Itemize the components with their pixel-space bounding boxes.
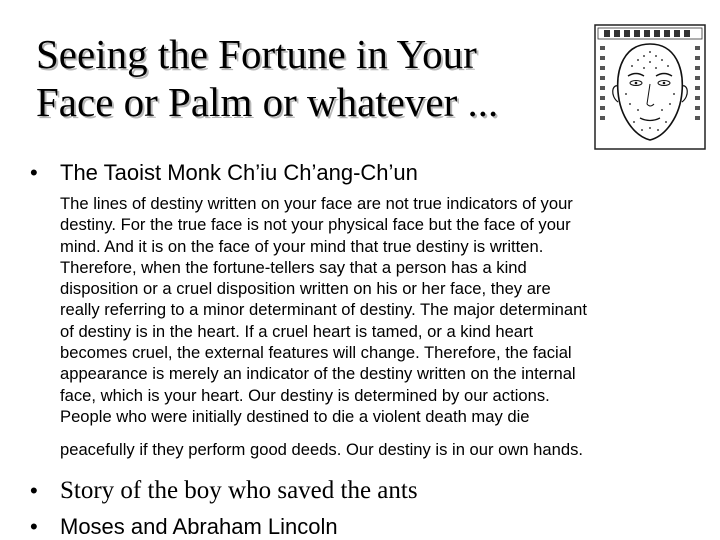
quote-line: peacefully if they perform good deeds. Our destiny is in our own hands. <box>60 440 583 460</box>
quote-line: People who were initially destined to die a violent death may die <box>60 406 530 426</box>
quote-line: The lines of destiny written on your face are not true indicators of your <box>60 194 573 213</box>
slide-title <box>36 30 596 126</box>
face-reading-chart-icon <box>594 24 706 150</box>
bullet-marker: • <box>30 514 38 539</box>
quote-line: of destiny is in the heart. If a cruel heart is tamed, or a kind heart <box>60 321 534 341</box>
bullet-text: Story of the boy who saved the ants <box>60 477 418 504</box>
quote-line: really referring to a minor determinant of destiny. The major determinant <box>60 300 587 320</box>
bullet-text: Moses and Abraham Lincoln <box>60 514 338 539</box>
bullet-boy-and-ants <box>30 477 418 505</box>
quote-line: disposition or a cruel disposition written on his or her face, they are <box>60 279 551 299</box>
bullet-moses-lincoln <box>30 514 338 540</box>
quote-line: Therefore, when the fortune-tellers say that a person has a kind <box>60 257 527 277</box>
quote-line: face, which is your heart. Our destiny is determined by our actions. <box>60 385 550 405</box>
title-line-2: Face or Palm or whatever ... <box>36 79 499 125</box>
quote-line: becomes cruel, the external features will change. Therefore, the facial <box>60 343 572 363</box>
quote-line: mind. And it is on the face of your mind that true destiny is written. <box>60 236 544 256</box>
bullet-marker: • <box>30 478 38 503</box>
quote-line: appearance is merely an indicator of the destiny written on the internal <box>60 364 576 384</box>
monk-quote <box>60 193 710 461</box>
bullet-marker: • <box>30 160 38 185</box>
bullet-taoist-monk <box>30 160 418 186</box>
bullet-text: The Taoist Monk Ch’iu Ch’ang-Ch’un <box>60 160 418 185</box>
title-line-1: Seeing the Fortune in Your <box>36 31 477 77</box>
quote-line: destiny. For the true face is not your physical face but the face of your <box>60 215 571 235</box>
